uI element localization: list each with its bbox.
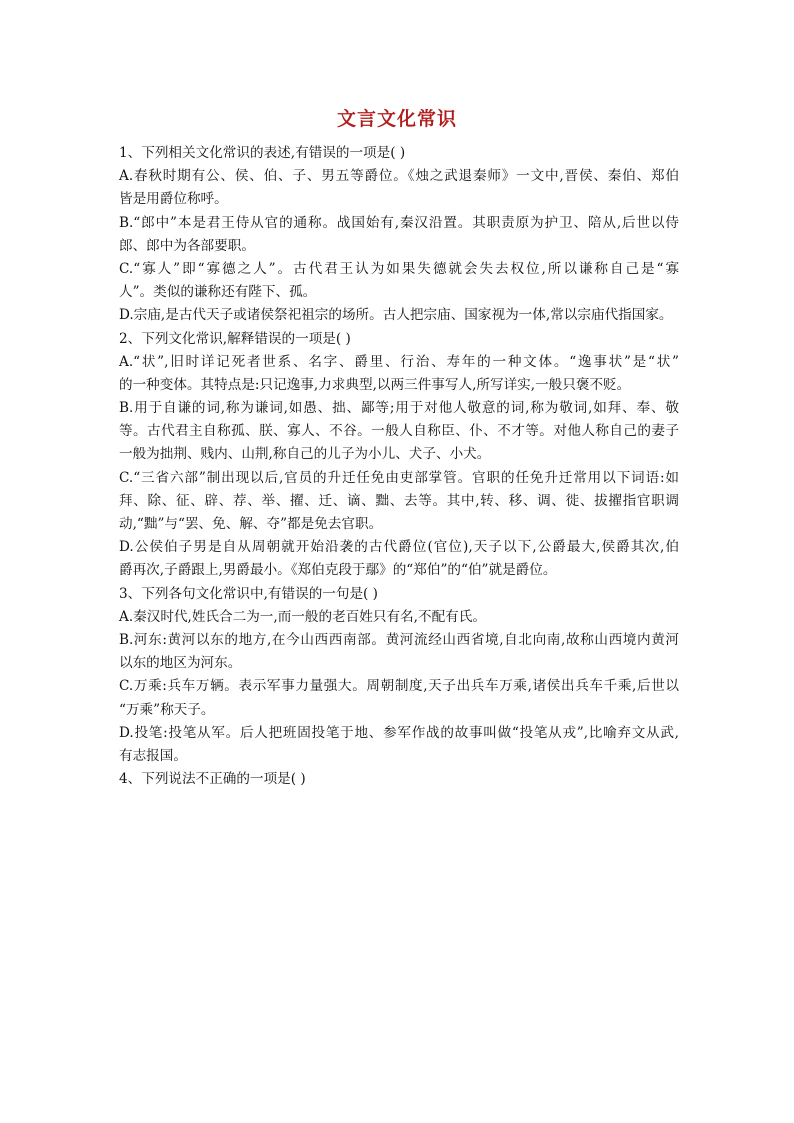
option-1c: C.“寡人”即“寡德之人”。古代君王认为如果失德就会失去权位,所以谦称自己是“寡 [119,260,679,277]
page-title: 文言文化常识 [336,108,457,130]
option-3c-cont: “万乘”称天子。 [119,701,215,718]
question-1: 1、下列相关文化常识的表述,有错误的一项是( ) [119,145,406,161]
option-3b-cont: 以东的地区为河东。 [119,655,242,672]
option-2d-cont: 爵再次,子爵跟上,男爵最小。《郑伯克段于鄢》的“郑伯”的“伯”就是爵位。 [119,562,557,579]
option-3a: A.秦汉时代,姓氏合二为一,而一般的老百姓只有名,不配有氏。 [119,608,486,625]
option-3c: C.万乘:兵车万辆。表示军事力量强大。周朝制度,天子出兵车万乘,诸侯出兵车千乘,后世以 [119,678,679,695]
option-2d: D.公侯伯子男是自从周朝就开始沿袭的古代爵位(官位),天子以下,公爵最大,侯爵其次,伯 [119,539,679,556]
option-1d: D.宗庙,是古代天子或诸侯祭祀祖宗的场所。古人把宗庙、国家视为一体,常以宗庙代指国家。 [119,307,673,324]
option-2b: B.用于自谦的词,称为谦词,如愚、拙、鄙等;用于对他人敬意的词,称为敬词,如拜、奉、敬 [119,400,679,417]
option-2c: C.“三省六部”制出现以后,官员的升迁任免由吏部掌管。官职的任免升迁常用以下词语:如 [119,469,679,486]
option-2b-cont2: 一般为拙荆、贱内、山荆,称自己的儿子为小儿、犬子、小犬。 [119,446,491,463]
question-4: 4、下列说法不正确的一项是( ) [119,771,306,788]
option-2a: A.“状”,旧时详记死者世系、名字、爵里、行治、寿年的一种文体。“逸事状”是“状” [119,353,679,370]
option-2c-cont: 拜、除、征、辟、荐、举、擢、迁、谪、黜、去等。其中,转、移、调、徙、拔擢指官职调 [119,492,679,509]
option-1b: B.“郎中”本是君王侍从官的通称。战国始有,秦汉沿置。其职责原为护卫、陪从,后世以侍 [119,214,679,231]
option-2b-cont: 等。古代君主自称孤、朕、寡人、不谷。一般人自称臣、仆、不才等。对他人称自己的妻子 [119,423,679,440]
option-3b: B.河东:黄河以东的地方,在今山西西南部。黄河流经山西省境,自北向南,故称山西境内黄河 [119,631,679,648]
option-1a-cont: 皆是用爵位称呼。 [119,191,228,208]
option-3d: D.投笔:投笔从军。后人把班固投笔于地、参军作战的故事叫做“投笔从戎”,比喻弃文从武, [119,724,679,741]
option-1b-cont: 郎、郎中为各部要职。 [119,237,255,254]
question-3: 3、下列各句文化常识中,有错误的一句是( ) [119,585,378,602]
option-1a: A.春秋时期有公、侯、伯、子、男五等爵位。《烛之武退秦师》一文中,晋侯、秦伯、郑伯 [119,168,679,185]
option-1c-cont: 人”。类似的谦称还有陛下、孤。 [119,284,317,301]
option-2c-cont2: 动,“黜”与“罢、免、解、夺”都是免去官职。 [119,516,383,532]
option-2a-cont: 的一种变体。其特点是:只记逸事,力求典型,以两三件事写人,所写详实,一般只褒不贬。 [119,376,631,393]
option-3d-cont: 有志报国。 [119,747,187,764]
document-body [119,142,679,791]
question-2: 2、下列文化常识,解释错误的一项是( ) [119,330,351,347]
